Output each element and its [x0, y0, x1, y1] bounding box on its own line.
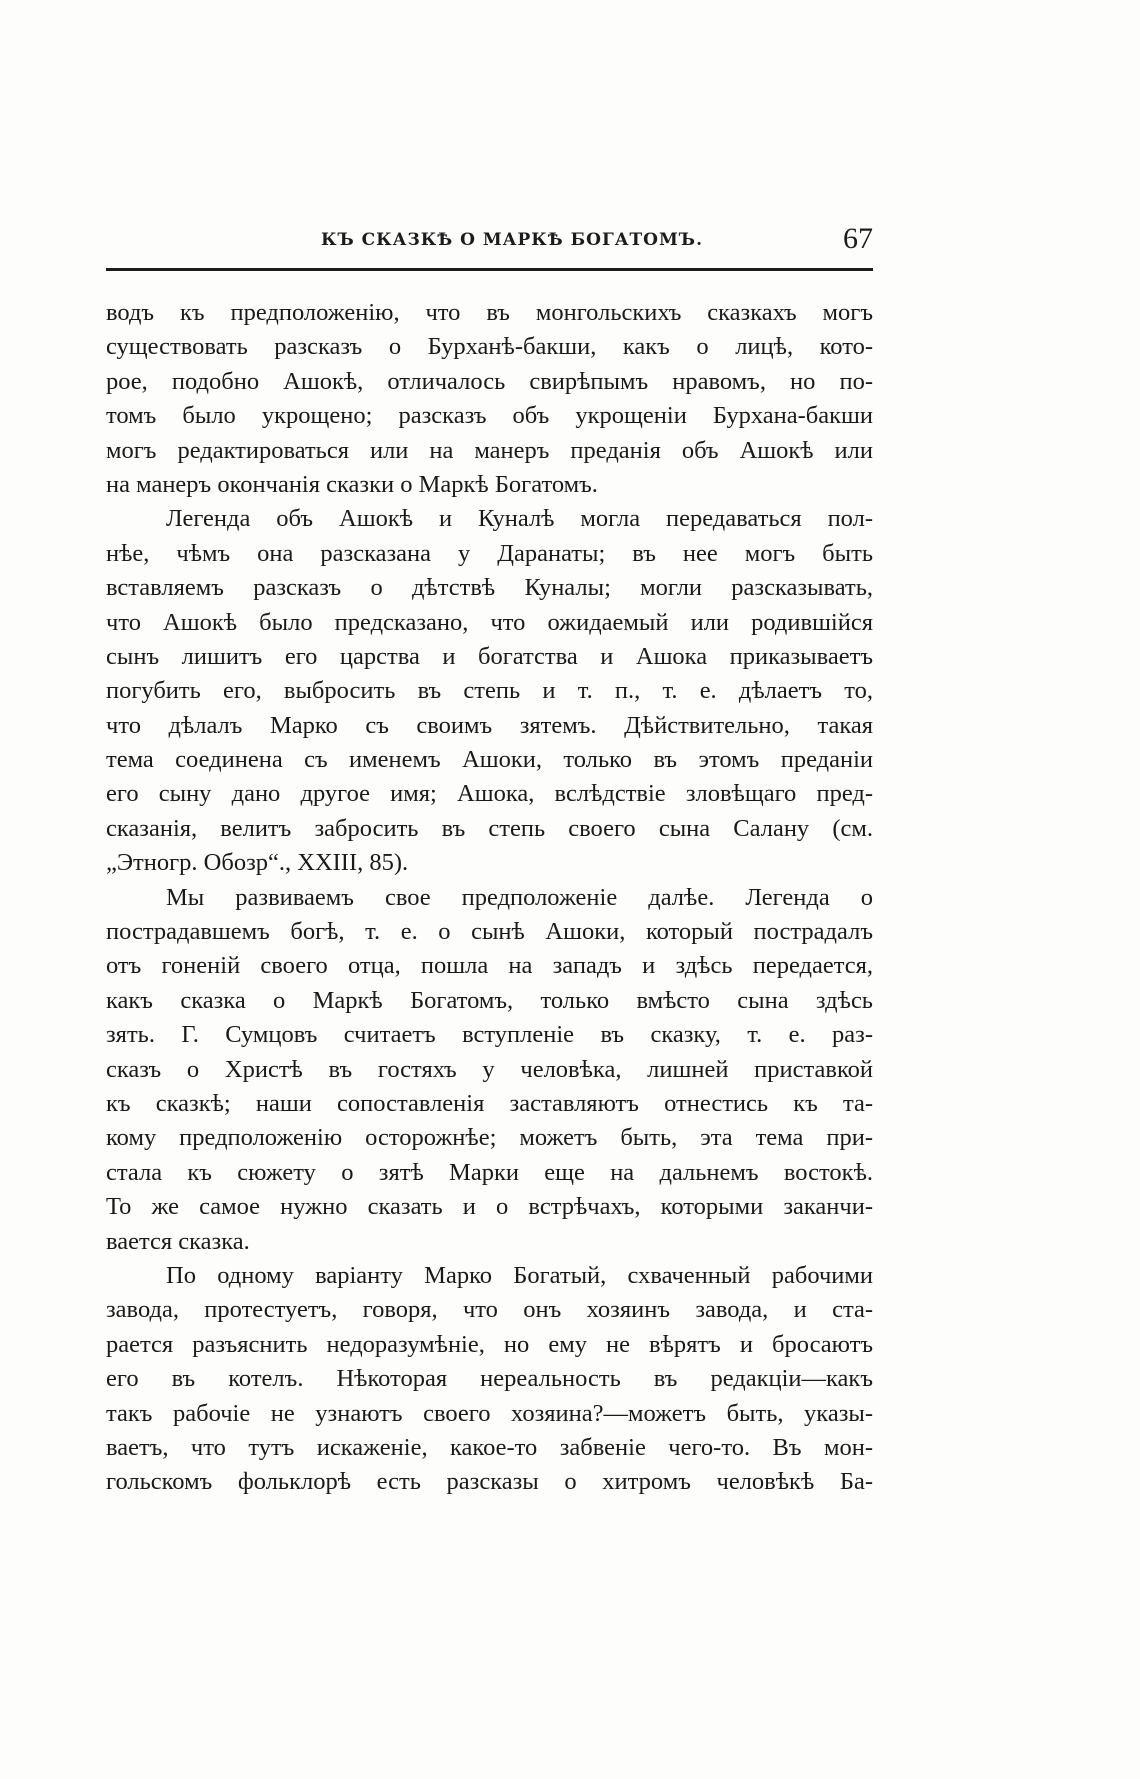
- running-title: КЪ СКАЗКѢ О МАРКѢ БОГАТОМЪ.: [321, 230, 703, 250]
- text-line: пострадавшемъ богѣ, т. е. о сынѣ Ашоки, который пострадалъ: [106, 918, 873, 946]
- text-line: могъ редактироваться или на манеръ преданія объ Ашокѣ или: [106, 436, 873, 464]
- paragraph: [106, 296, 873, 502]
- text-line: погубить его, выбросить въ степь и т. п., т. е. дѣлаетъ то,: [106, 677, 873, 705]
- text-line: стала къ сюжету о зятѣ Марки еще на дальнемъ востокѣ.: [106, 1158, 873, 1186]
- text-line: вается сказка.: [106, 1227, 250, 1255]
- text-line: томъ было укрощено; разсказъ объ укрощеніи Бурхана-бакши: [106, 402, 873, 430]
- paragraph: [106, 1259, 873, 1500]
- text-line: Легенда объ Ашокѣ и Куналѣ могла передаваться пол-: [166, 505, 873, 533]
- text-line: водъ къ предположенію, что въ монгольскихъ сказкахъ могъ: [106, 299, 873, 326]
- text-line: рое, подобно Ашокѣ, отличалось свирѣпымъ нравомъ, но по-: [106, 367, 873, 395]
- text-line: зять. Г. Сумцовъ считаетъ вступленіе въ сказку, т. е. раз-: [106, 1021, 873, 1049]
- text-line: ваетъ, что тутъ искаженіе, какое-то забвеніе чего-то. Въ мон-: [106, 1433, 873, 1461]
- text-line: сынъ лишитъ его царства и богатства и Ашока приказываетъ: [106, 642, 873, 670]
- text-line: существовать разсказъ о Бурханѣ-бакши, какъ о лицѣ, кото-: [106, 333, 873, 361]
- text-line: къ сказкѣ; наши сопоставленія заставляютъ отнестись къ та-: [106, 1089, 873, 1117]
- text-line: „Этногр. Обозр“., XXIII, 85).: [106, 849, 409, 877]
- text-line: вставляемъ разсказъ о дѣтствѣ Куналы; могли разсказывать,: [106, 574, 873, 602]
- page-number: 67: [843, 222, 873, 255]
- paragraph: [106, 502, 873, 880]
- text-line: сказъ о Христѣ въ гостяхъ у человѣка, лишней приставкой: [106, 1055, 873, 1083]
- body-text: [106, 296, 873, 1500]
- paragraph: [106, 881, 873, 1259]
- text-line: То же самое нужно сказать и о встрѣчахъ, которыми заканчи-: [106, 1193, 873, 1221]
- text-line: нѣе, чѣмъ она разсказана у Даранаты; въ нее могъ быть: [106, 539, 873, 567]
- text-line: его сыну дано другое имя; Ашока, вслѣдствіе зловѣщаго пред-: [106, 780, 873, 808]
- text-line: гольскомъ фольклорѣ есть разсказы о хитромъ человѣкѣ Ба-: [106, 1468, 873, 1496]
- text-line: такъ рабочіе не узнаютъ своего хозяина?—можетъ быть, указы-: [106, 1399, 873, 1427]
- text-line: отъ гоненій своего отца, пошла на западъ и здѣсь передается,: [106, 952, 873, 980]
- text-line: завода, протестуетъ, говоря, что онъ хозяинъ завода, и ста-: [106, 1296, 873, 1324]
- text-line: сказанія, велитъ забросить въ степь своего сына Салану (см.: [106, 814, 873, 842]
- text-line: какъ сказка о Маркѣ Богатомъ, только вмѣсто сына здѣсь: [106, 986, 873, 1014]
- text-line: на манеръ окончанія сказки о Маркѣ Богатомъ.: [106, 470, 598, 498]
- text-line: тема соединена съ именемъ Ашоки, только въ этомъ преданіи: [106, 746, 873, 774]
- header-rule: [106, 268, 873, 271]
- text-line: что Ашокѣ было предсказано, что ожидаемый или родившійся: [106, 608, 873, 636]
- text-line: По одному варіанту Марко Богатый, схваченный рабочими: [166, 1261, 873, 1289]
- page-header: [106, 222, 873, 268]
- text-line: кому предположенію осторожнѣе; можетъ быть, эта тема при-: [106, 1124, 873, 1152]
- text-line: его въ котелъ. Нѣкоторая нереальность въ редакціи—какъ: [106, 1365, 873, 1393]
- text-line: Мы развиваемъ свое предположеніе далѣе. Легенда о: [166, 883, 873, 911]
- text-line: что дѣлалъ Марко съ своимъ зятемъ. Дѣйствительно, такая: [106, 711, 873, 739]
- text-line: рается разъяснить недоразумѣніе, но ему не вѣрятъ и бросаютъ: [106, 1330, 873, 1358]
